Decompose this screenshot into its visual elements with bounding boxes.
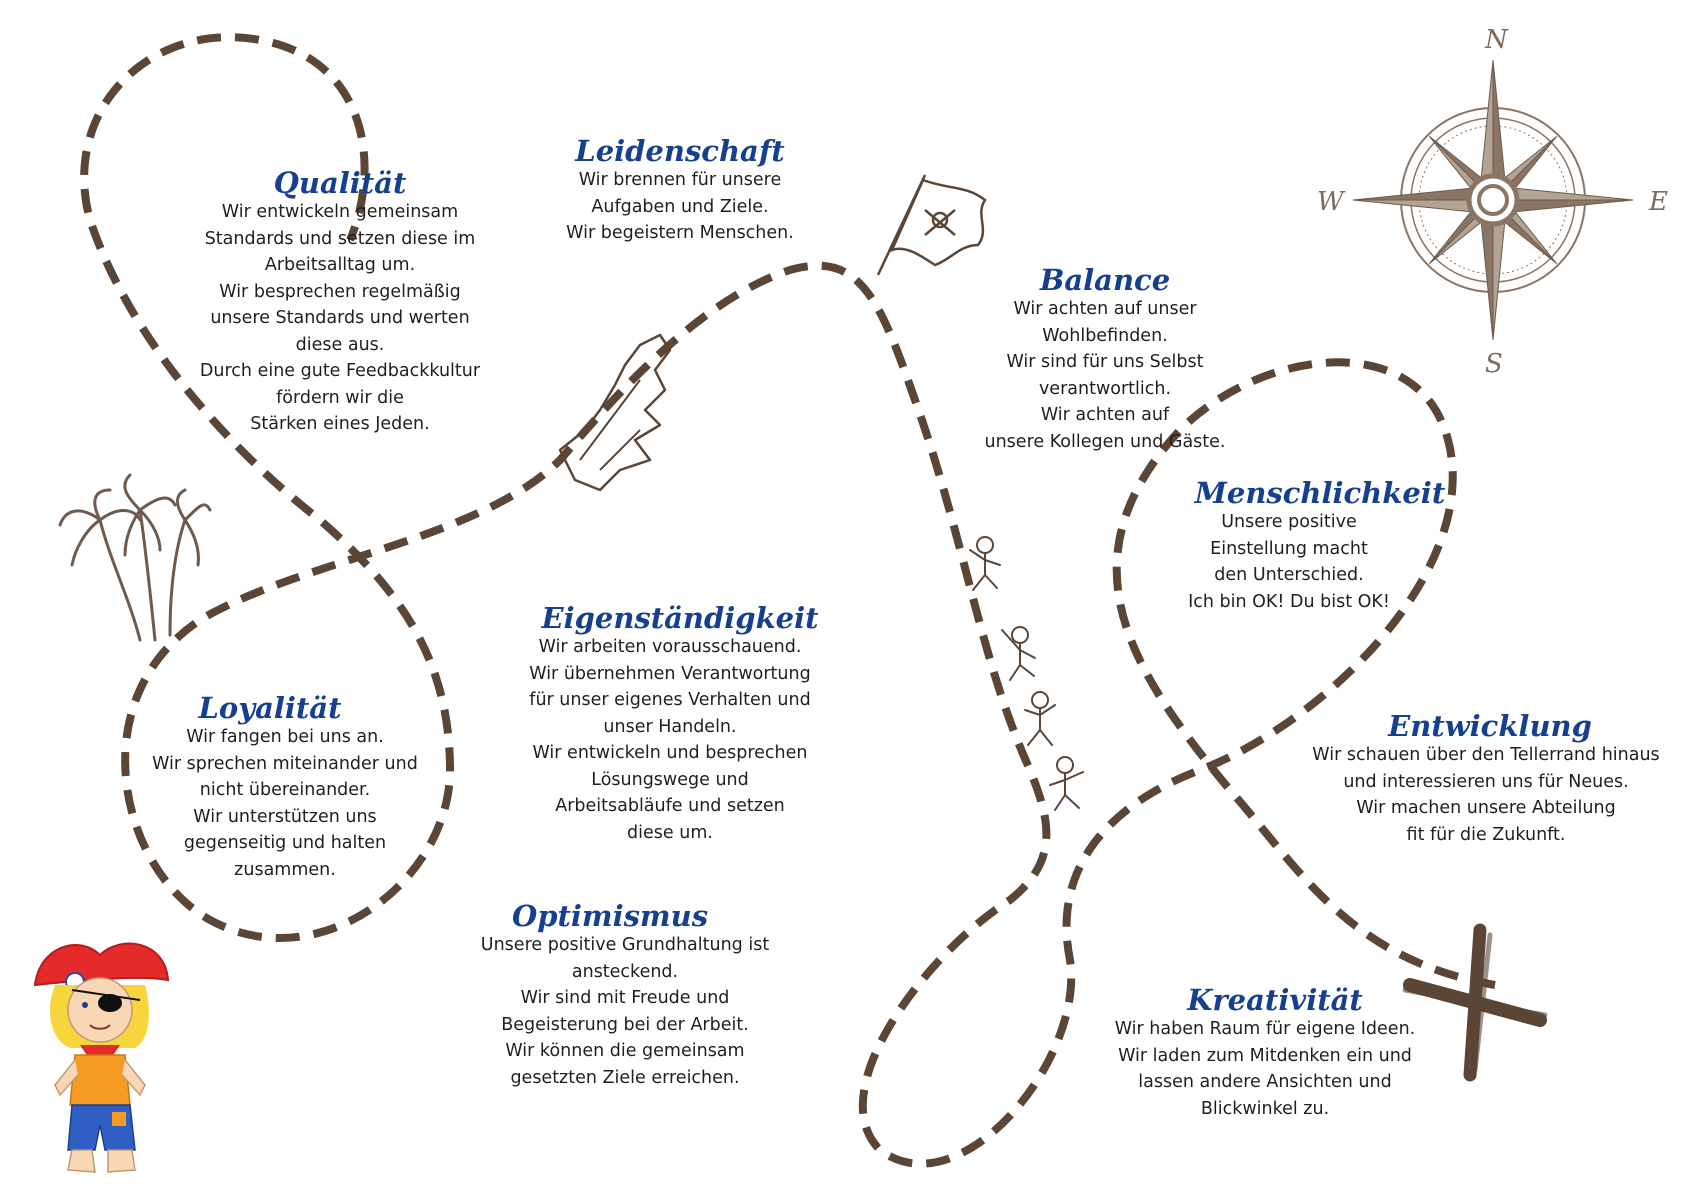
value-balance — [950, 262, 1260, 455]
value-line: Wir achten auf unser — [1013, 299, 1197, 319]
palm-trees-icon — [60, 475, 210, 640]
value-lines — [490, 634, 850, 846]
value-line: Arbeitsabläufe und setzen — [555, 796, 785, 816]
value-title: Entwicklung — [1388, 709, 1592, 743]
value-line: Wir arbeiten vorausschauend. — [538, 637, 802, 657]
value-line: Blickwinkel zu. — [1200, 1098, 1330, 1119]
value-line: Stärken eines Jeden. — [250, 414, 430, 434]
compass-south: S — [1485, 349, 1503, 379]
value-line: verantwortlich. — [1038, 378, 1172, 399]
value-line: Unsere positive Grundhaltung ist — [480, 935, 770, 955]
value-loyalitaet — [120, 690, 420, 883]
value-line: fördern wir die — [276, 387, 404, 408]
value-title: Balance — [1039, 263, 1171, 297]
value-line: Wir achten auf — [1040, 405, 1170, 425]
value-line: Wir übernehmen Verantwortung — [529, 663, 811, 684]
value-eigenstaendigkeit — [510, 600, 850, 846]
value-lines — [1292, 742, 1680, 848]
value-line: ansteckend. — [571, 961, 679, 982]
value-menschlichkeit — [1175, 475, 1465, 615]
value-qualitaet — [180, 165, 500, 438]
value-line: Wir machen unsere Abteilung — [1356, 798, 1616, 818]
compass-west: W — [1317, 187, 1344, 217]
value-lines — [530, 167, 830, 247]
pirate-figures-icon — [970, 537, 1083, 810]
value-line: Wir unterstützen uns — [193, 806, 377, 827]
value-title: Leidenschaft — [575, 134, 785, 168]
value-line: Wir sprechen miteinander und — [152, 753, 418, 774]
value-line: Wir besprechen regelmäßig — [219, 281, 461, 302]
value-kreativitaet — [1105, 982, 1425, 1122]
value-line: Wir sind mit Freude und — [520, 988, 730, 1008]
value-line: und interessieren uns für Neues. — [1343, 771, 1629, 792]
value-lines — [1105, 1016, 1425, 1122]
value-line: Wohlbefinden. — [1042, 325, 1168, 346]
compass-north: N — [1485, 25, 1508, 55]
value-optimismus — [460, 898, 790, 1091]
value-line: Wir begeistern Menschen. — [566, 223, 794, 243]
value-line: Wir entwickeln gemeinsam — [221, 202, 459, 222]
value-line: Wir können die gemeinsam — [505, 1041, 745, 1061]
compass-east: E — [1649, 187, 1668, 217]
value-lines — [180, 199, 500, 438]
value-line: gegenseitig und halten — [183, 833, 387, 853]
value-title: Eigenständigkeit — [541, 601, 819, 635]
value-line: Begeisterung bei der Arbeit. — [501, 1014, 749, 1035]
value-title: Menschlichkeit — [1194, 476, 1446, 510]
value-line: gesetzten Ziele erreichen. — [510, 1067, 740, 1088]
value-lines — [1113, 509, 1465, 615]
pirate-flag-icon — [878, 175, 985, 275]
value-line: lassen andere Ansichten und — [1138, 1072, 1392, 1092]
value-line: Ich bin OK! Du bist OK! — [1188, 591, 1390, 612]
value-line: Wir schauen über den Tellerrand hinaus — [1312, 745, 1660, 765]
value-line: Wir sind für uns Selbst — [1006, 352, 1204, 372]
value-line: Wir brennen für unsere — [578, 170, 782, 190]
value-line: Wir entwickeln und besprechen — [532, 743, 808, 763]
value-line: Arbeitsalltag um. — [264, 255, 416, 275]
value-line: Standards und setzen diese im — [204, 228, 476, 249]
value-line: Einstellung macht — [1210, 538, 1368, 559]
value-entwicklung — [1300, 708, 1680, 848]
value-line: nicht übereinander. — [199, 780, 371, 800]
value-line: für unser eigenes Verhalten und — [529, 690, 811, 710]
value-title: Qualität — [273, 166, 407, 200]
value-lines — [150, 724, 420, 883]
value-line: den Unterschied. — [1214, 565, 1364, 585]
value-line: diese um. — [627, 822, 713, 843]
value-line: unser Handeln. — [603, 716, 737, 737]
value-line: Unsere positive — [1221, 512, 1357, 532]
value-line: unsere Standards und werten — [210, 308, 470, 328]
value-line: Lösungswege und — [591, 769, 749, 790]
value-lines — [460, 932, 790, 1091]
treasure-x-mark — [1405, 930, 1545, 1075]
value-leidenschaft — [530, 133, 830, 247]
value-line: diese aus. — [295, 334, 385, 355]
value-line: Wir fangen bei uns an. — [186, 727, 384, 747]
value-line: Wir laden zum Mitdenken ein und — [1118, 1045, 1412, 1066]
value-line: Durch eine gute Feedbackkultur — [199, 361, 481, 381]
pirate-kid-illustration — [35, 944, 168, 1172]
value-line: Wir haben Raum für eigene Ideen. — [1114, 1019, 1416, 1039]
value-line: unsere Kollegen und Gäste. — [984, 431, 1226, 452]
value-lines — [950, 296, 1260, 455]
value-title: Kreativität — [1187, 983, 1363, 1017]
value-line: Aufgaben und Ziele. — [591, 196, 769, 217]
value-title: Loyalität — [198, 691, 342, 725]
value-line: fit für die Zukunft. — [1406, 824, 1566, 845]
compass-rose-icon — [1317, 25, 1668, 379]
value-title: Optimismus — [511, 899, 709, 933]
value-line: zusammen. — [234, 859, 336, 880]
